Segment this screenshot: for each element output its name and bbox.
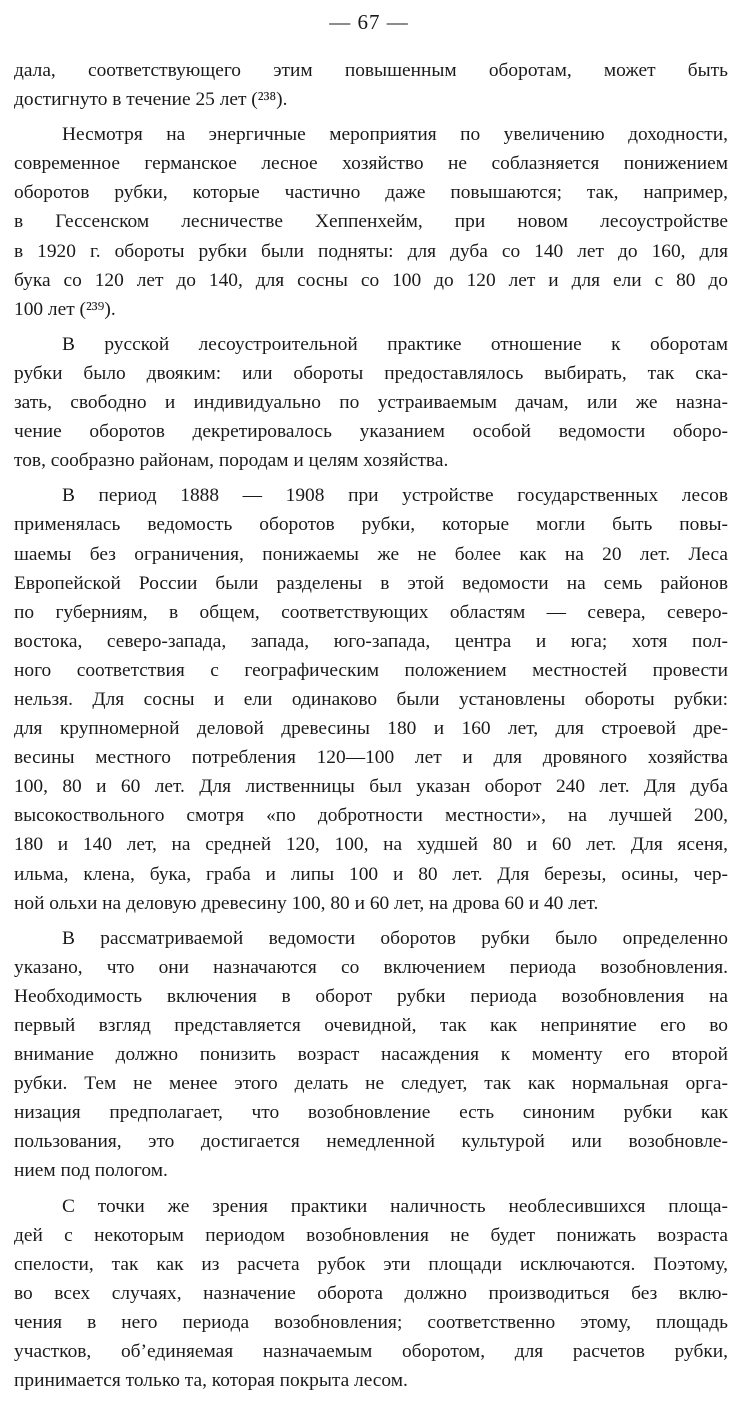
text-line: принимается только та, которая покрыта лесом. — [14, 1370, 408, 1392]
text-line: 100, 80 и 60 лет. Для лиственницы был указан оборот 240 лет. Для дуба — [14, 776, 728, 798]
text-line: чение оборотов декретировалось указанием особой ведомости оборо- — [14, 421, 728, 443]
text-line: В период 1888 — 1908 при устройстве государственных лесов — [62, 485, 728, 507]
text-line: востока, северо-запада, запада, юго-запада, центра и юга; хотя пол- — [14, 630, 728, 652]
text-line: первый взгляд представляется очевидной, так как непринятие его во — [14, 1015, 728, 1036]
text-line: применялась ведомость оборотов рубки, которые могли быть повы- — [14, 514, 728, 536]
text-line: шаемы без ограничения, понижаемы же не более как на 20 лет. Леса — [14, 543, 728, 565]
text-line: современное германское лесное хозяйство не соблазняется понижением — [14, 153, 728, 175]
text-line: С точки же зрения практики наличность необлесившихся площа- — [62, 1195, 728, 1217]
text-line: дала, соответствующего этим повышенным оборотам, может быть — [14, 60, 728, 81]
paragraph — [14, 120, 728, 324]
text-line: пользования, это достигается немедленной культурой или возобновле- — [14, 1131, 728, 1153]
text-line: рубки было двояким: или обороты предоставлялось выбирать, так ска- — [14, 362, 728, 384]
paragraph — [14, 924, 728, 1186]
text-line: Необходимость включения в оборот рубки периода возобновления на — [14, 985, 728, 1007]
text-line: зать, свободно и индивидуально по устраиваемым дачам, или же назна- — [14, 392, 728, 414]
paragraph — [14, 56, 728, 114]
text-line: низация предполагает, что возобновление есть синоним рубки как — [14, 1102, 728, 1124]
text-line: участков, об’единяемая назначаемым оборотом, для расчетов рубки, — [14, 1341, 728, 1363]
text-line: В русской лесоустроительной практике отношение к оборотам — [62, 333, 728, 355]
text-line: оборотов рубки, которые частично даже повышаются; так, например, — [14, 182, 728, 204]
text-line: для крупномерной деловой древесины 180 и 160 лет, для строевой дре- — [14, 718, 728, 740]
text-line: чения в него периода возобновления; соответственно этому, площадь — [14, 1311, 728, 1333]
text-line: тов, сообразно районам, породам и целям хозяйства. — [14, 450, 449, 472]
text-line: В рассматриваемой ведомости оборотов рубки было определенно — [62, 927, 728, 949]
text-line: дей с некоторым периодом возобновления не будет понижать возраста — [14, 1224, 728, 1246]
text-line: во всех случаях, назначение оборота должно производиться без вклю- — [14, 1282, 728, 1304]
text-line: внимание должно понизить возраст насаждения к моменту его второй — [14, 1044, 728, 1066]
text-line: спелости, так как из расчета рубок эти площади исключаются. Поэтому, — [14, 1253, 728, 1275]
page-body-text — [14, 56, 728, 1401]
text-line: 180 и 140 лет, на средней 120, 100, на худшей 80 и 60 лет. Для ясеня, — [14, 834, 728, 856]
text-line: ного соответствия с географическим положением местностей провести — [14, 659, 728, 681]
text-line: по губерниям, в общем, соответствующих областям — севера, северо- — [14, 601, 728, 623]
text-line: высокоствольного смотря «по добротности местности», на лучшей 200, — [14, 805, 728, 827]
text-line: рубки. Тем не менее этого делать не следует, так как нормальная орга- — [14, 1073, 728, 1095]
text-line: нием под пологом. — [14, 1160, 168, 1182]
text-line: ной ольхи на деловую древесину 100, 80 и 60 лет, на дрова 60 и 40 лет. — [14, 892, 599, 914]
paragraph — [14, 481, 728, 917]
text-line: в 1920 г. обороты рубки были подняты: для дуба со 140 лет до 160, для — [14, 240, 728, 262]
text-line: Несмотря на энергичные мероприятия по увеличению доходности, — [62, 124, 728, 146]
paragraph — [14, 1192, 728, 1396]
text-line: нельзя. Для сосны и ели одинаково были установлены обороты рубки: — [14, 688, 728, 710]
page-number: — 67 — — [329, 10, 409, 34]
text-line: бука со 120 лет до 140, для сосны со 100 до 120 лет и для ели с 80 до — [14, 269, 728, 291]
text-line: весины местного потребления 120—100 лет и для дровяного хозяйства — [14, 747, 728, 769]
text-line: ильма, клена, бука, граба и липы 100 и 80 лет. Для березы, осины, чер- — [14, 863, 728, 885]
paragraph — [14, 330, 728, 475]
text-line: Европейской России были разделены в этой ведомости на семь районов — [14, 572, 728, 594]
text-line: достигнуто в течение 25 лет (²³⁸). — [14, 89, 288, 111]
text-line: указано, что они назначаются со включением периода возобновления. — [14, 956, 728, 978]
text-line: в Гессенском лесничестве Хеппенхейм, при новом лесоустройстве — [14, 211, 728, 233]
text-line: 100 лет (²³⁹). — [14, 298, 116, 320]
